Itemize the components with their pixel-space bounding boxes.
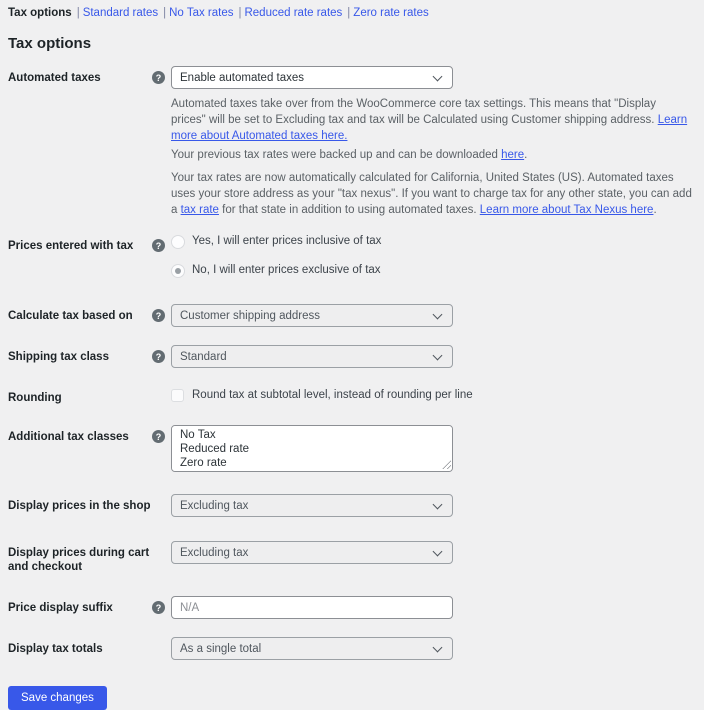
rounding-label: Rounding [8,392,62,404]
price-display-suffix-label: Price display suffix [8,602,113,614]
help-icon[interactable]: ? [152,71,165,84]
chevron-down-icon [433,500,443,510]
page-title: Tax options [8,35,92,52]
display-prices-shop-label: Display prices in the shop [8,500,151,512]
calculate-tax-selected-value: Customer shipping address [180,309,320,322]
calculate-tax-select[interactable] [171,304,453,327]
desc-text: . [653,204,657,216]
desc-text: Your previous tax rates were backed up and can be downloaded [171,149,502,161]
tax-options-form [0,66,704,660]
nav-separator: | [163,7,167,19]
form-row-automated-taxes [0,66,704,218]
automated-taxes-desc-1 [171,96,693,144]
automated-taxes-label: Automated taxes [8,72,101,84]
shipping-tax-class-select[interactable] [171,345,453,368]
help-icon[interactable]: ? [152,601,165,614]
display-tax-totals-select[interactable] [171,637,453,660]
form-row-display-tax-totals [0,637,704,660]
help-icon[interactable]: ? [152,309,165,322]
display-tax-totals-label: Display tax totals [8,643,103,655]
additional-tax-classes-label: Additional tax classes [8,431,129,443]
prices-entered-label: Prices entered with tax [8,240,134,252]
automated-taxes-selected-value: Enable automated taxes [180,71,305,84]
automated-taxes-select[interactable] [171,66,453,89]
form-row-calculate-tax-based-on [0,304,704,327]
save-changes-button[interactable]: Save changes [8,686,107,710]
subnav-tab-no-tax-rates[interactable]: No Tax rates [169,7,234,19]
subnav-tab-zero-rate-rates[interactable]: Zero rate rates [353,7,429,19]
resize-handle-icon[interactable] [442,460,451,469]
automated-taxes-descriptions [171,96,693,218]
help-icon[interactable]: ? [152,430,165,443]
desc-text: for that state in addition to using automated taxes. [218,204,480,216]
rounding-checkbox-label: Round tax at subtotal level, instead of rounding per line [192,389,473,401]
subnav-tab-standard-rates[interactable]: Standard rates [82,7,159,19]
chevron-down-icon [433,72,443,82]
help-icon[interactable]: ? [152,350,165,363]
prices-exclusive-label: No, I will enter prices exclusive of tax [192,264,381,276]
form-row-rounding [0,386,704,405]
prices-inclusive-radio[interactable] [171,235,185,249]
display-prices-shop-select[interactable] [171,494,453,517]
chevron-down-icon [433,643,443,653]
prices-inclusive-label: Yes, I will enter prices inclusive of tax [192,235,382,247]
desc-text: Your tax rates are now automatically calculated for California, United States (US). Automated taxes uses your store address as your "tax nexus". If you want to charge tax for any other state, you can add a [171,172,692,216]
shipping-tax-class-label: Shipping tax class [8,351,109,363]
prices-exclusive-option [171,263,381,278]
chevron-down-icon [433,547,443,557]
additional-tax-classes-textarea[interactable] [171,425,453,472]
form-row-price-display-suffix [0,596,704,619]
download-backup-link[interactable]: here [501,149,525,161]
form-row-display-prices-cart [0,541,704,574]
learn-more-automated-taxes-link[interactable]: Learn more about Automated taxes here. [171,114,688,142]
subnav-tab-tax-options[interactable]: Tax options [8,7,72,19]
desc-text: Automated taxes take over from the WooCommerce core tax settings. This means that "Display prices" will be set to Excluding tax and tax will be Calculated using Customer shipping address. [171,98,658,126]
display-prices-shop-selected-value: Excluding tax [180,499,249,512]
display-prices-cart-select[interactable] [171,541,453,564]
shipping-tax-class-selected-value: Standard [180,350,227,363]
display-tax-totals-selected-value: As a single total [180,642,262,655]
form-row-shipping-tax-class [0,345,704,368]
chevron-down-icon [433,351,443,361]
prices-exclusive-radio[interactable] [171,264,185,278]
form-row-additional-tax-classes [0,425,704,472]
subnav-tab-reduced-rate-rates[interactable]: Reduced rate rates [244,7,343,19]
calculate-tax-label: Calculate tax based on [8,310,133,322]
display-prices-cart-label: Display prices during cart and checkout [8,547,150,573]
nav-separator: | [347,7,351,19]
rounding-checkbox[interactable] [171,389,184,402]
form-row-prices-entered-with-tax [0,234,704,278]
chevron-down-icon [433,310,443,320]
learn-more-tax-nexus-link[interactable]: Learn more about Tax Nexus here [479,204,654,216]
nav-separator: | [76,7,80,19]
tax-subnav [0,0,704,20]
nav-separator: | [238,7,242,19]
desc-text: . [524,149,528,161]
tax-rate-link[interactable]: tax rate [180,204,219,216]
help-icon[interactable]: ? [152,239,165,252]
prices-inclusive-option [171,234,381,249]
automated-taxes-desc-2 [171,147,693,163]
price-display-suffix-input[interactable] [171,596,453,619]
display-prices-cart-selected-value: Excluding tax [180,546,249,559]
form-row-display-prices-shop [0,494,704,517]
automated-taxes-desc-3 [171,170,693,218]
